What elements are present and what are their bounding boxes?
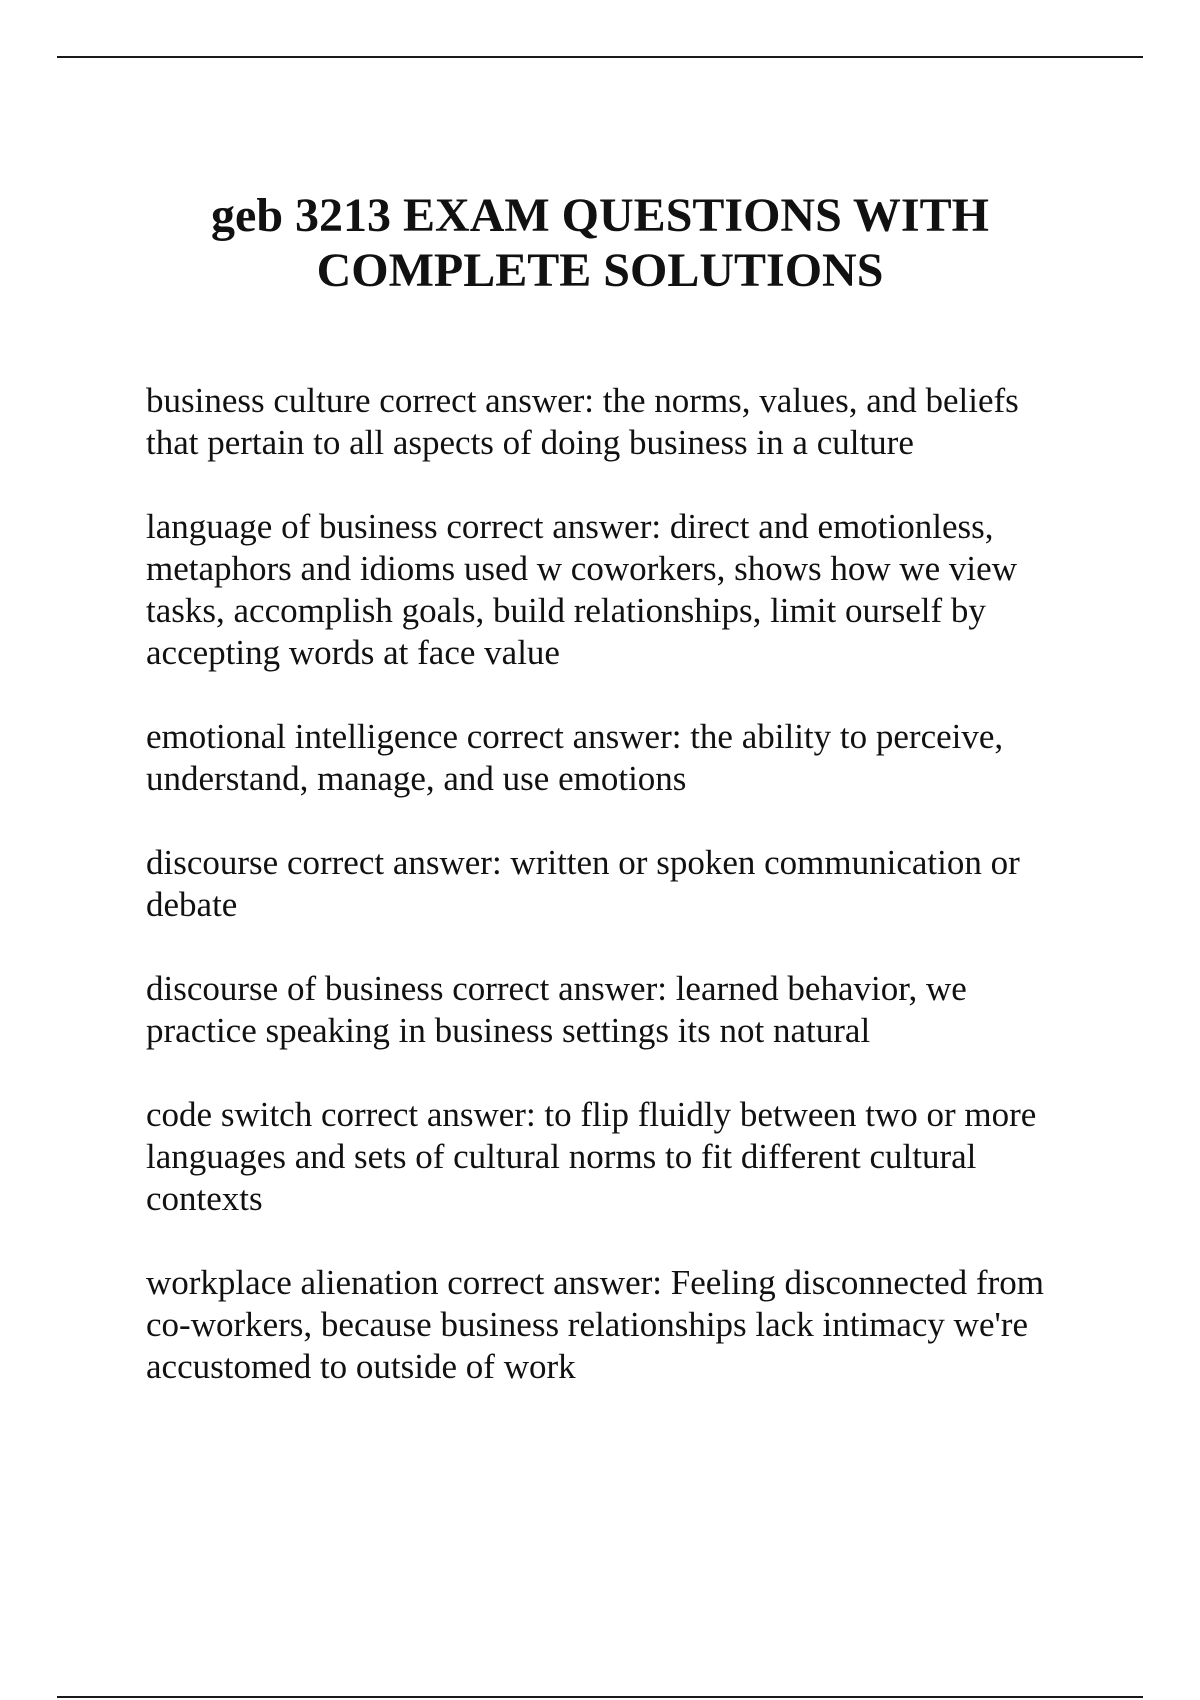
qa-entry-code-switch — [146, 1094, 1106, 1220]
entry-line: metaphors and idioms used w coworkers, shows how we view — [146, 549, 1017, 588]
entry-line: accustomed to outside of work — [146, 1347, 576, 1386]
entry-line: discourse of business correct answer: learned behavior, we — [146, 969, 967, 1008]
entry-line: debate — [146, 885, 238, 924]
top-rule — [57, 56, 1143, 58]
entry-line: emotional intelligence correct answer: the ability to perceive, — [146, 717, 1004, 756]
qa-entries — [146, 380, 1106, 1430]
entry-line: discourse correct answer: written or spoken communication or — [146, 843, 1020, 882]
qa-entry-business-culture — [146, 380, 1106, 464]
entry-line: co-workers, because business relationships lack intimacy we're — [146, 1305, 1028, 1344]
document-title — [100, 188, 1100, 298]
entry-line: languages and sets of cultural norms to fit different cultural — [146, 1137, 977, 1176]
entry-line: workplace alienation correct answer: Feeling disconnected from — [146, 1263, 1044, 1302]
qa-entry-workplace-alienation — [146, 1262, 1106, 1388]
entry-line: that pertain to all aspects of doing business in a culture — [146, 423, 914, 462]
entry-line: tasks, accomplish goals, build relationships, limit ourself by — [146, 591, 986, 630]
qa-entry-discourse-of-business — [146, 968, 1106, 1052]
entry-line: language of business correct answer: direct and emotionless, — [146, 507, 994, 546]
entry-line: business culture correct answer: the norms, values, and beliefs — [146, 381, 1019, 420]
bottom-rule — [57, 1696, 1143, 1698]
entry-line: practice speaking in business settings its not natural — [146, 1011, 871, 1050]
title-line: COMPLETE SOLUTIONS — [316, 244, 884, 297]
title-line: geb 3213 EXAM QUESTIONS WITH — [211, 189, 989, 242]
qa-entry-discourse — [146, 842, 1106, 926]
entry-line: code switch correct answer: to flip fluidly between two or more — [146, 1095, 1037, 1134]
entry-line: contexts — [146, 1179, 263, 1218]
entry-line: understand, manage, and use emotions — [146, 759, 687, 798]
qa-entry-language-of-business — [146, 506, 1106, 674]
qa-entry-emotional-intelligence — [146, 716, 1106, 800]
entry-line: accepting words at face value — [146, 633, 560, 672]
